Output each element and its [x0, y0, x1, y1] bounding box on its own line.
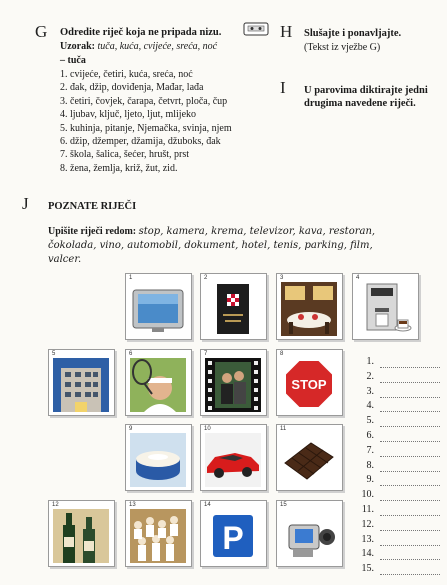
tile-number: 7	[204, 351, 208, 357]
g-sample	[60, 40, 260, 53]
section-letter-j: J	[22, 194, 29, 213]
tile-number: 14	[204, 502, 211, 508]
answer-blank	[380, 530, 440, 531]
g-item-list	[60, 68, 280, 175]
parking-sign-icon	[205, 509, 261, 563]
j-word-line-3: valcer.	[48, 254, 82, 265]
list-item: 2. đak, džip, doviđenja, Mađar, lađa	[60, 82, 204, 94]
list-item: 6. džip, džemper, džamija, džuboks, đak	[60, 136, 221, 148]
tile-number: 8	[280, 351, 284, 357]
section-letter-i: I	[280, 78, 286, 97]
film-icon	[205, 358, 261, 412]
answer-line-10[interactable]	[358, 489, 440, 504]
g-sample-answer: – tuča	[60, 55, 86, 66]
picture-tile-7	[200, 349, 267, 416]
list-item: 8. žena, žemlja, križ, žut, zid.	[60, 162, 178, 174]
answer-number: 12.	[361, 518, 374, 530]
tile-number: 3	[280, 275, 284, 281]
answer-line-4[interactable]	[358, 400, 440, 415]
answer-blank	[380, 426, 440, 427]
picture-tile-4	[352, 273, 419, 340]
answer-number: 5.	[366, 415, 374, 427]
answer-blank	[380, 471, 440, 472]
tile-number: 1	[129, 275, 133, 281]
g-instruction: Odredite riječ koja ne pripada nizu.	[60, 27, 222, 38]
answer-line-2[interactable]	[358, 371, 440, 386]
tile-number: 4	[356, 275, 360, 281]
picture-tile-2	[200, 273, 267, 340]
coffee-icon	[357, 282, 413, 336]
answer-number: 10.	[361, 489, 374, 501]
chocolate-icon	[281, 433, 337, 487]
j-instruction-label: Upišite riječi redom:	[48, 226, 137, 237]
tile-number: 2	[204, 275, 208, 281]
picture-tile-8	[276, 349, 343, 416]
tile-number: 13	[129, 502, 136, 508]
answer-line-6[interactable]	[358, 430, 440, 445]
picture-tile-3	[276, 273, 343, 340]
answer-line-5[interactable]	[358, 415, 440, 430]
answer-line-13[interactable]	[358, 534, 440, 549]
answer-blank	[380, 367, 440, 368]
answer-number: 15.	[361, 563, 374, 575]
picture-tile-12	[48, 500, 115, 567]
camera-icon	[281, 509, 337, 563]
answer-number: 3.	[366, 385, 374, 397]
hotel-icon	[53, 358, 109, 412]
tile-number: 12	[52, 502, 59, 508]
j-instruction	[48, 225, 443, 267]
picture-tile-5	[48, 349, 115, 416]
picture-tile-15	[276, 500, 343, 567]
answer-blank	[380, 515, 440, 516]
h-instruction: Slušajte i ponavljajte.	[304, 28, 402, 39]
answer-blank	[380, 485, 440, 486]
j-word-line-2: čokolada, vino, automobil, dokument, hotel, tenis, parking, film,	[48, 240, 373, 251]
car-icon	[205, 433, 261, 487]
answer-number: 9.	[366, 474, 374, 486]
answer-line-9[interactable]	[358, 474, 440, 489]
i-instruction-line2: drugima navedene riječi.	[304, 98, 416, 109]
dancing-crowd-icon	[130, 509, 186, 563]
j-title: POZNATE RIJEČI	[48, 201, 137, 212]
tile-number: 11	[280, 426, 287, 432]
list-item: 5. kuhinja, pitanje, Njemačka, svinja, njem	[60, 122, 232, 134]
picture-tile-11	[276, 424, 343, 491]
cream-jar-icon	[130, 433, 186, 487]
answer-number: 4.	[366, 400, 374, 412]
answer-number: 7.	[366, 444, 374, 456]
picture-tile-10	[200, 424, 267, 491]
answer-line-12[interactable]	[358, 519, 440, 534]
h-note: (Tekst iz vježbe G)	[304, 42, 381, 53]
answer-line-14[interactable]	[358, 548, 440, 563]
cassette-icon	[243, 20, 269, 38]
list-item: 4. ljubav, ključ, ljeto, ljut, mlijeko	[60, 109, 197, 121]
tile-number: 5	[52, 351, 56, 357]
answer-number: 14.	[361, 548, 374, 560]
answer-number: 13.	[361, 533, 374, 545]
answer-line-1[interactable]	[358, 356, 440, 371]
answer-blank	[380, 382, 440, 383]
g-sample-label: Uzorak:	[60, 41, 95, 52]
j-word-line-1: stop, kamera, krema, televizor, kava, restoran,	[138, 226, 376, 237]
picture-tile-1	[125, 273, 192, 340]
g-sample-text: tuča, kuća, cvijeće, sreća, noć	[97, 41, 218, 52]
wine-icon	[53, 509, 109, 563]
answer-line-8[interactable]	[358, 460, 440, 475]
answer-number: 1.	[366, 356, 374, 367]
tile-number: 6	[129, 351, 133, 357]
i-instruction-line1: U parovima diktirajte jedni	[304, 85, 428, 96]
answer-blank	[380, 397, 440, 398]
answer-number: 8.	[366, 459, 374, 471]
passport-document-icon	[205, 282, 261, 336]
answer-blank	[380, 559, 440, 560]
picture-tile-9	[125, 424, 192, 491]
picture-tile-14	[200, 500, 267, 567]
answer-number: 2.	[366, 370, 374, 382]
picture-tile-13	[125, 500, 192, 567]
answer-number: 6.	[366, 430, 374, 441]
answer-blank	[380, 500, 440, 501]
tennis-icon	[130, 358, 186, 412]
section-letter-g: G	[35, 22, 48, 41]
answer-number: 11.	[361, 504, 374, 515]
section-letter-h: H	[280, 22, 293, 41]
tile-number: 10	[204, 426, 211, 432]
parking-text: P	[222, 520, 244, 556]
answer-blank	[380, 411, 440, 412]
answer-blank	[380, 441, 440, 442]
list-item: 3. četiri, čovjek, čarapa, četvrt, ploča, čup	[60, 95, 228, 107]
list-item: 7. škola, šalica, šećer, hrušt, prst	[60, 149, 190, 161]
tile-number: 15	[280, 502, 287, 508]
answer-blank	[380, 456, 440, 457]
restaurant-icon	[281, 282, 337, 336]
answer-line-11[interactable]	[358, 504, 440, 519]
answer-line-7[interactable]	[358, 445, 440, 460]
television-icon	[130, 282, 186, 336]
answer-blank	[380, 545, 440, 546]
answer-line-3[interactable]	[358, 386, 440, 401]
answer-blank	[380, 574, 440, 575]
tile-number: 9	[129, 426, 133, 432]
stop-sign-icon	[281, 358, 337, 412]
stop-text: STOP	[291, 377, 327, 392]
picture-tile-6	[125, 349, 192, 416]
answer-line-15[interactable]	[358, 563, 440, 578]
list-item: 1. cvijeće, četiri, kuća, sreća, noć	[60, 69, 193, 80]
